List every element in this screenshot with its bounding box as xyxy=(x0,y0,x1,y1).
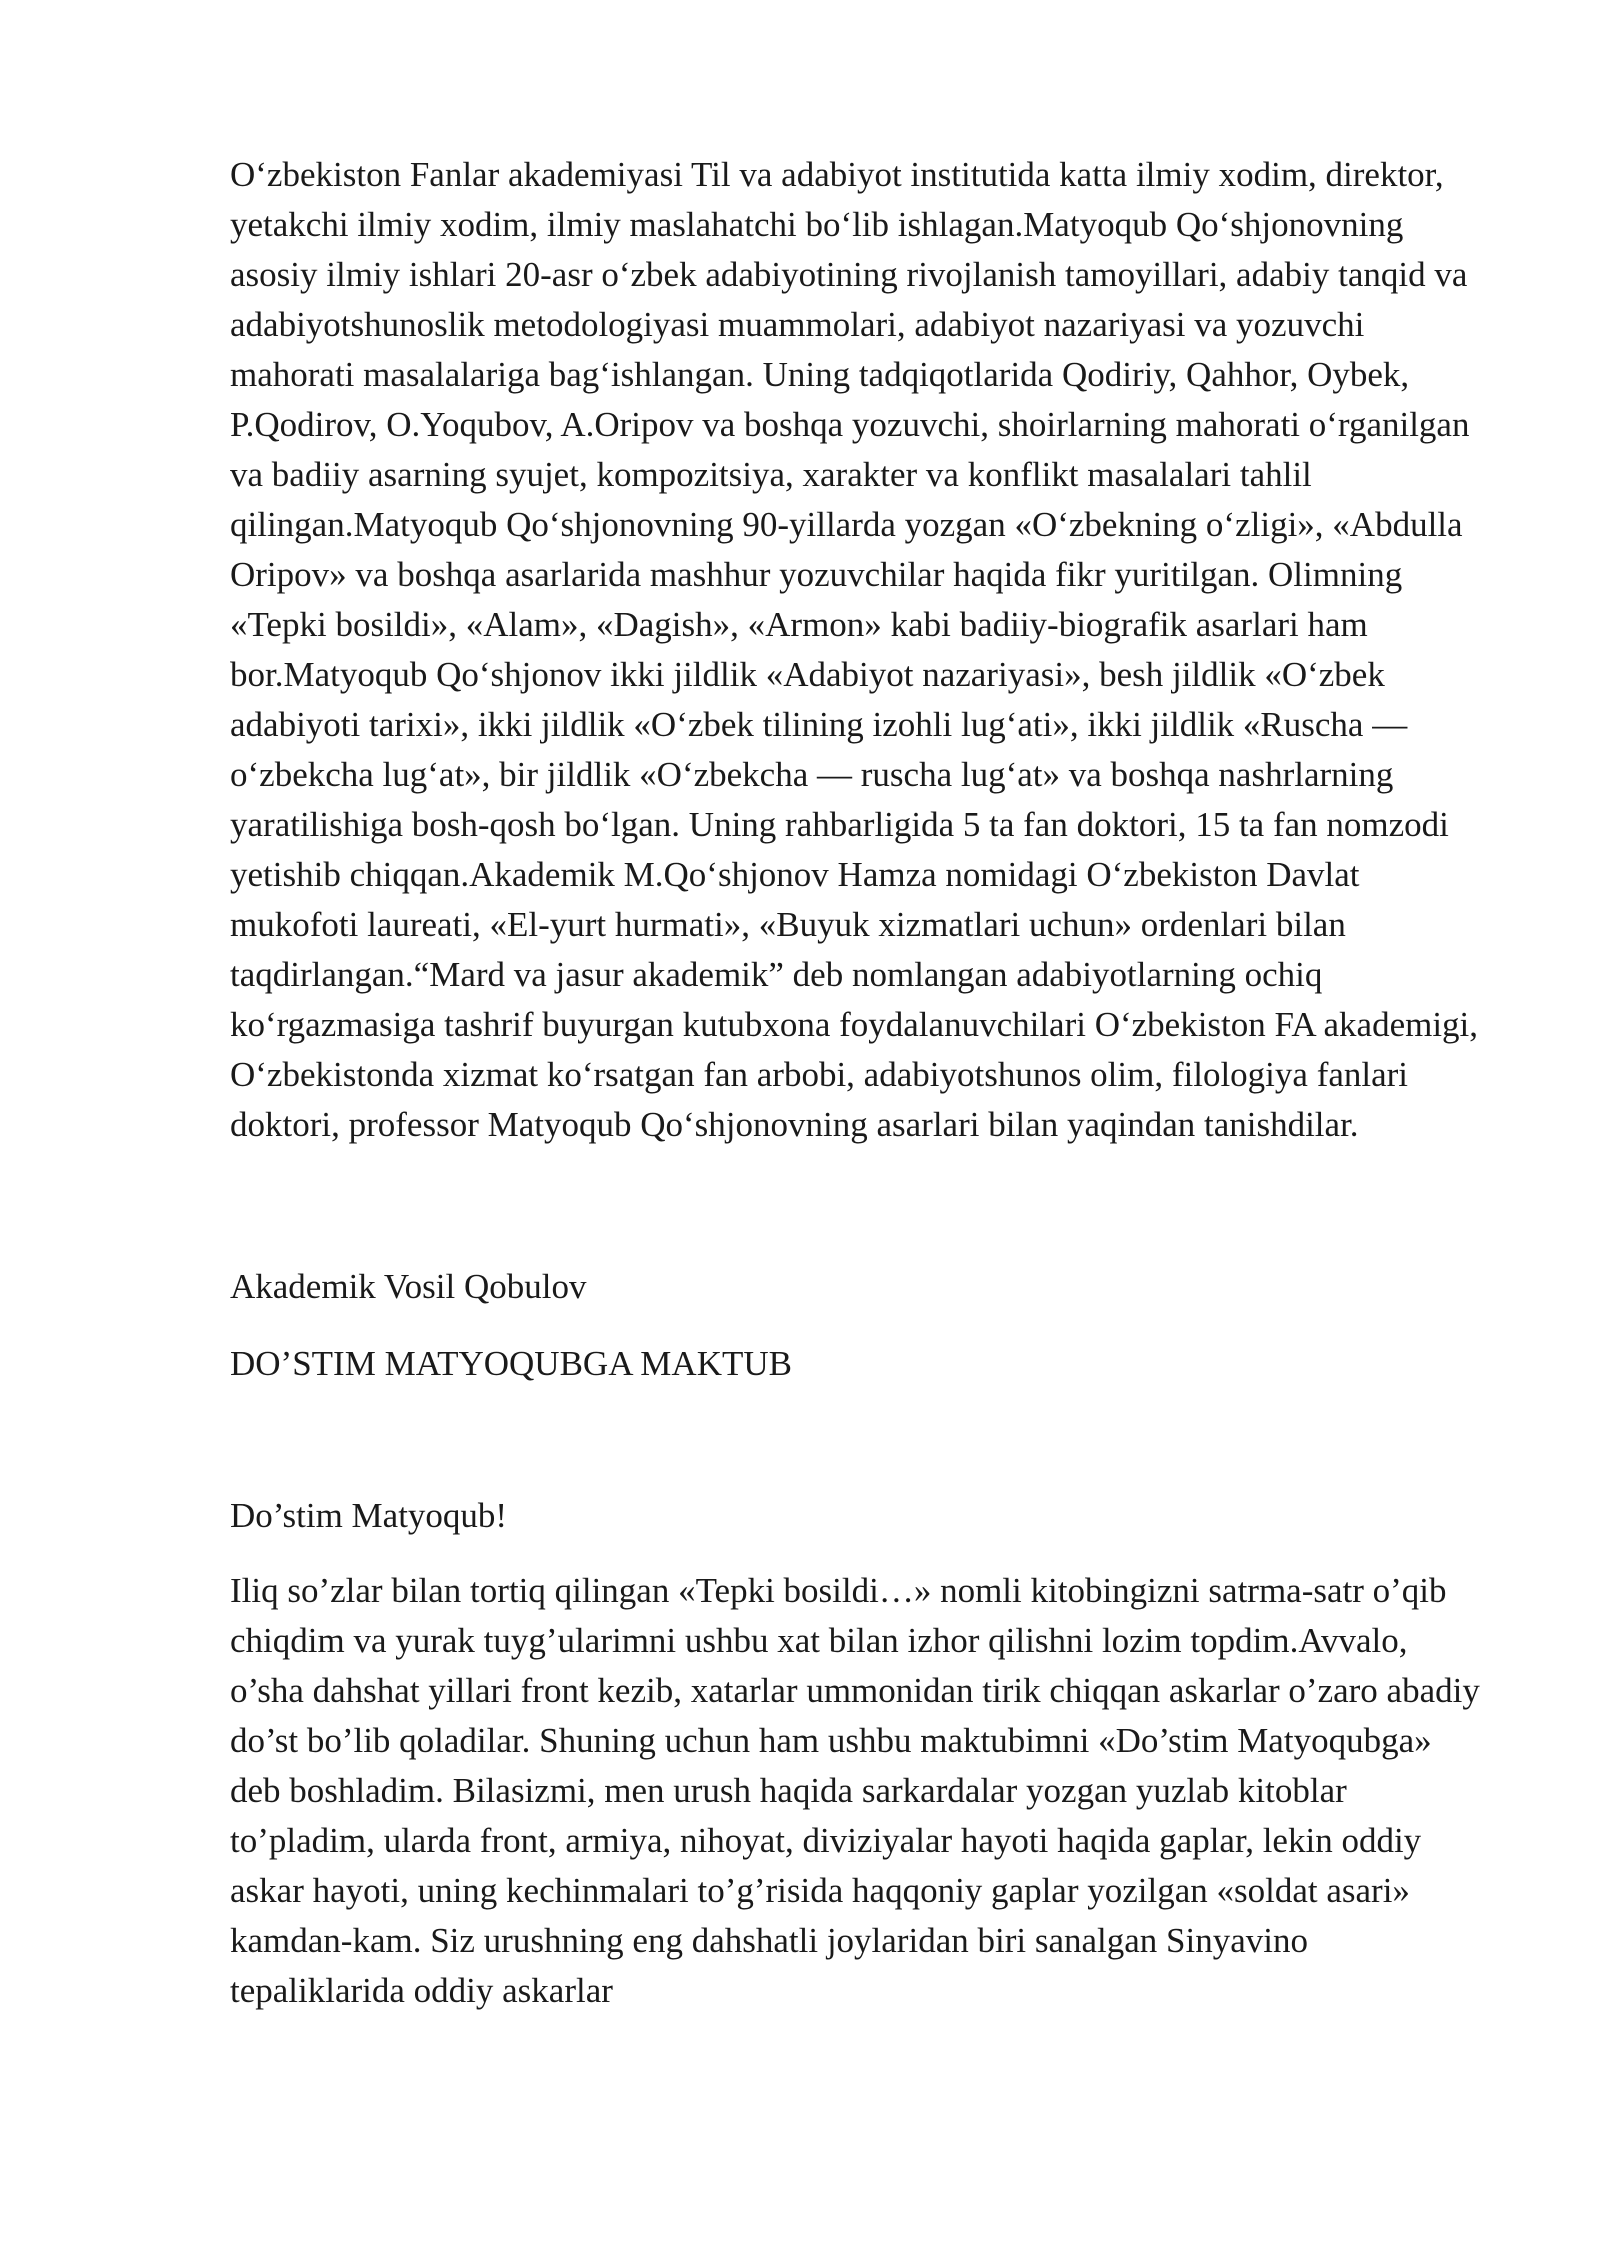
letter-salutation: Do’stim Matyoqub! xyxy=(230,1496,508,1535)
document-body xyxy=(230,150,1490,2016)
letter-title: DO’STIM MATYOQUBGA MAKTUB xyxy=(230,1344,792,1383)
biography-paragraph: O‘zbekiston Fanlar akademiyasi Til va adabiyot institutida katta ilmiy xodim, direktor, yetakchi ilmiy xodim, ilmiy maslahatchi bo‘lib ishlagan.Matyoqub Qo‘shjonovning asosiy ilmiy ishlari 20-asr o‘zbek adabiyotining rivojlanish tamoyillari, adabiy tanqid va adabiyotshunoslik metodologiyasi muammolari, adabiyot nazariyasi va yozuvchi mahorati masalalariga bag‘ishlangan. Uning tadqiqotlarida Qodiriy, Qahhor, Oybek, P.Qodirov, O.Yoqubov, A.Oripov va boshqa yozuvchi, shoirlarning mahorati o‘rganilgan va badiiy asarning syujet, kompozitsiya, xarakter va konflikt masalalari tahlil qilingan.Matyoqub Qo‘shjonovning 90-yillarda yozgan «O‘zbekning o‘zligi», «Abdulla Oripov» va boshqa asarlarida mashhur yozuvchilar haqida fikr yuritilgan. Olimning «Tepki bosildi», «Alam», «Dagish», «Armon» kabi badiiy-biografik asarlari ham bor.Matyoqub Qo‘shjonov ikki jildlik «Adabiyot nazariyasi», besh jildlik «O‘zbek adabiyoti tarixi», ikki jildlik «O‘zbek tilining izohli lug‘ati», ikki jildlik «Ruscha — o‘zbekcha lug‘at», bir jildlik «O‘zbekcha — ruscha lug‘at» va boshqa nashrlarning yaratilishiga bosh-qosh bo‘lgan. Uning rahbarligida 5 ta fan doktori, 15 ta fan nomzodi yetishib chiqqan.Akademik M.Qo‘shjonov Hamza nomidagi O‘zbekiston Davlat mukofoti laureati, «El-yurt hurmati», «Buyuk xizmatlari uchun» ordenlari bilan taqdirlangan.“Mard va jasur akademik” deb nomlangan adabiyotlarning ochiq ko‘rgazmasiga tashrif buyurgan kutubxona foydalanuvchilari O‘zbekiston FA akademigi, O‘zbekistonda xizmat ko‘rsatgan fan arbobi, adabiyotshunos olim, filologiya fanlari doktori, professor Matyoqub Qo‘shjonovning asarlari bilan yaqindan tanishdilar. xyxy=(230,155,1479,1144)
letter-paragraph: Iliq so’zlar bilan tortiq qilingan «Tepki bosildi…» nomli kitobingizni satrma-satr o’qib chiqdim va yurak tuyg’ularimni ushbu xat bilan izhor qilishni lozim topdim.Avvalo, o’sha dahshat yillari front kezib, xatarlar ummonidan tirik chiqqan askarlar o’zaro abadiy do’st bo’lib qoladilar. Shuning uchun ham ushbu maktubimni «Do’stim Matyoqubga» deb boshladim. Bilasizmi, men urush haqida sarkardalar yozgan yuzlab kitoblar to’pladim, ularda front, armiya, nihoyat, diviziyalar hayoti haqida gaplar, lekin oddiy askar hayoti, uning kechinmalari to’g’risida haqqoniy gaplar yozilgan «soldat asari» kamdan-kam. Siz urushning eng dahshatli joylaridan biri sanalgan Sinyavino tepaliklarida oddiy askarlar xyxy=(230,1571,1480,2010)
author-signature: Akademik Vosil Qobulov xyxy=(230,1267,587,1306)
